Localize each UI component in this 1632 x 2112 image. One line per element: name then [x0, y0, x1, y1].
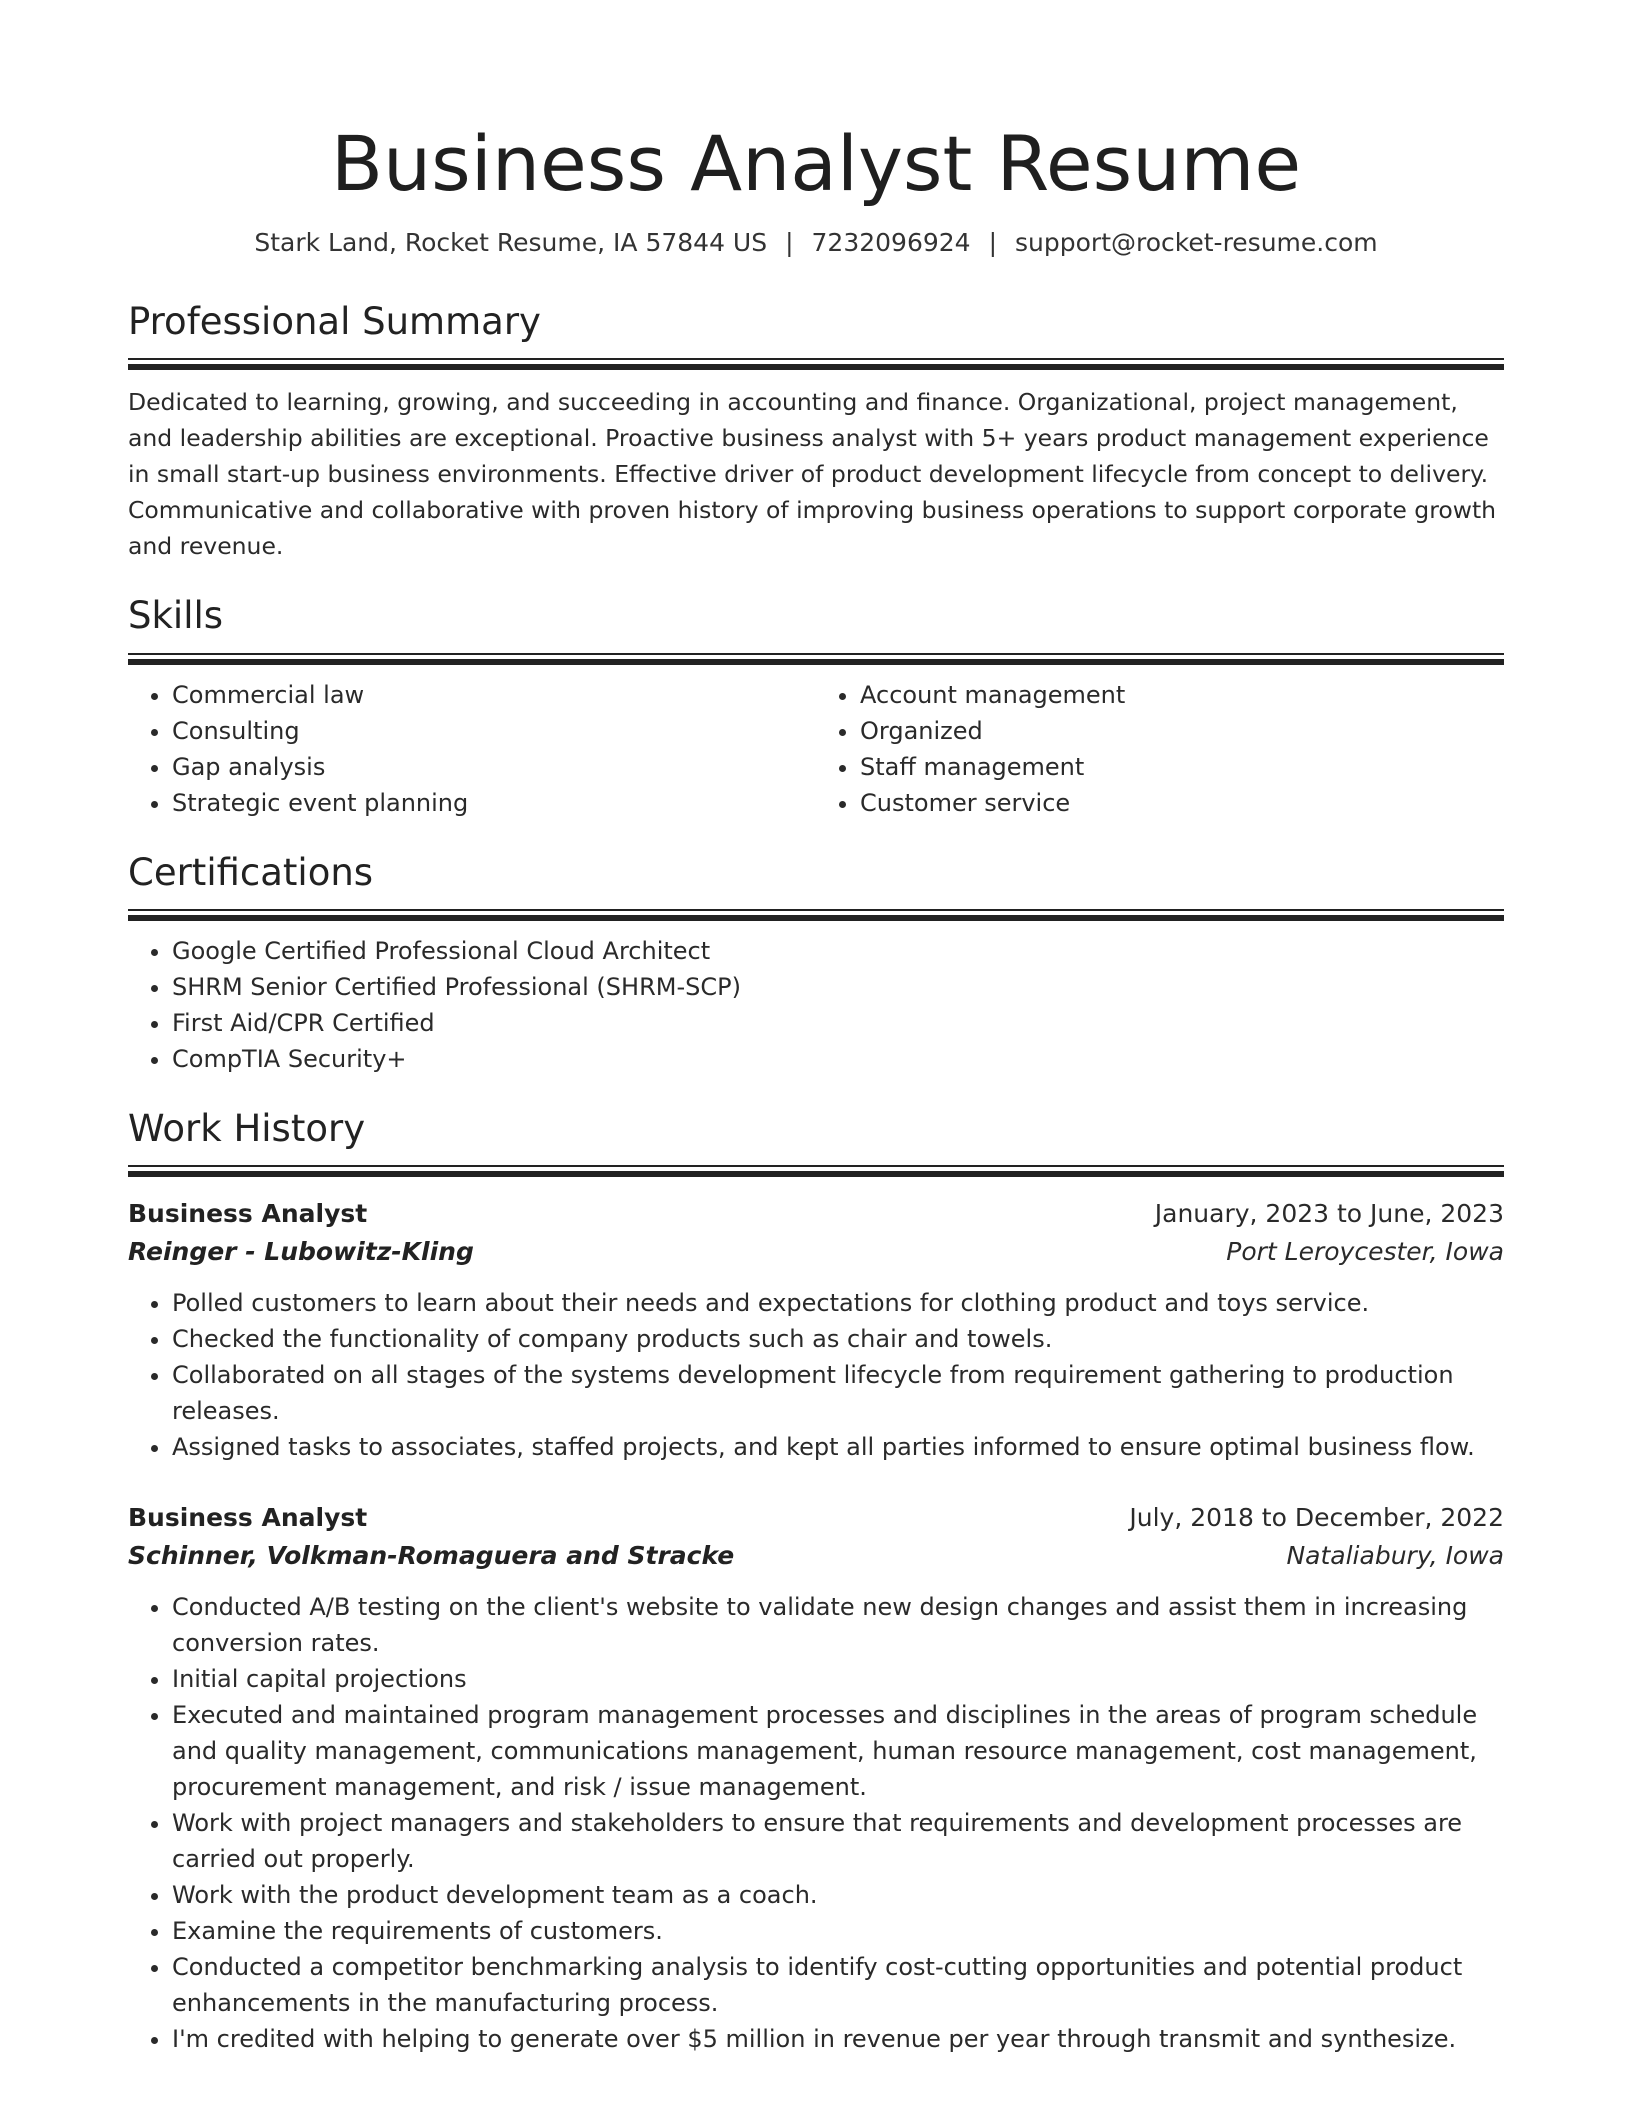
job-title: Business Analyst	[128, 1503, 368, 1533]
skill-item: • Commercial law	[172, 677, 816, 713]
job-entry	[128, 1499, 1504, 2057]
certifications-heading: Certifications	[128, 850, 374, 894]
skill-item: • Organized	[860, 713, 1504, 749]
contact-separator: |	[785, 228, 794, 258]
job-company: Schinner, Volkman-Romaguera and Stracke	[128, 1541, 735, 1571]
job-bullets	[128, 1589, 1504, 2057]
skills-list-left	[128, 677, 816, 821]
skill-item: • Strategic event planning	[172, 785, 816, 821]
skills-grid	[128, 665, 1504, 821]
summary-section	[128, 300, 1504, 564]
job-bullet: • Conducted a competitor benchmarking analysis to identify cost-cutting opportunities and potential product enhancements in the manufacturing process.	[172, 1949, 1504, 2021]
job-bullet: • I'm credited with helping to generate over $5 million in revenue per year through transmit and synthesize.	[172, 2021, 1504, 2057]
job-dates: January, 2023 to June, 2023	[1154, 1199, 1504, 1229]
work-section	[128, 1107, 1504, 2057]
skill-item: • Consulting	[172, 713, 816, 749]
contact-phone: 7232096924	[811, 228, 971, 258]
job-header-row	[128, 1195, 1504, 1233]
job-entry	[128, 1195, 1504, 1465]
job-company-row	[128, 1537, 1504, 1575]
skill-item: • Customer service	[860, 785, 1504, 821]
job-bullet: • Checked the functionality of company products such as chair and towels.	[172, 1321, 1504, 1357]
job-bullets	[128, 1285, 1504, 1465]
section-divider	[128, 909, 1504, 921]
certification-item: • First Aid/CPR Certified	[172, 1005, 1504, 1041]
section-divider	[128, 653, 1504, 665]
certification-item: • CompTIA Security+	[172, 1041, 1504, 1077]
skills-list-right	[816, 677, 1504, 821]
contact-line	[128, 227, 1504, 260]
job-header-row	[128, 1499, 1504, 1537]
certification-item: • Google Certified Professional Cloud Architect	[172, 933, 1504, 969]
contact-separator: |	[988, 228, 998, 258]
job-company: Reinger - Lubowitz-Kling	[128, 1237, 474, 1267]
job-bullet: • Executed and maintained program management processes and disciplines in the areas of program schedule and quality management, communications management, human resource management, cost management, procurement management, and risk / issue management.	[172, 1697, 1504, 1805]
job-company-row	[128, 1233, 1504, 1271]
section-divider	[128, 1165, 1504, 1177]
summary-text: Dedicated to learning, growing, and succeeding in accounting and finance. Organizational, project management, and leadership abilities are exceptional. Proactive business analyst with 5+ years product management experience in small start-up business environments. Effective driver of product development lifecycle from concept to delivery. Communicative and collaborative with proven history of improving business operations to support corporate growth and revenue.	[128, 388, 1497, 561]
contact-email: support@rocket-resume.com	[1015, 228, 1378, 258]
section-divider	[128, 358, 1504, 370]
skill-item: • Gap analysis	[172, 749, 816, 785]
skill-item: • Account management	[860, 677, 1504, 713]
skills-section	[128, 594, 1504, 820]
job-dates: July, 2018 to December, 2022	[1129, 1503, 1504, 1533]
job-location: Nataliabury, Iowa	[1286, 1541, 1504, 1571]
job-title: Business Analyst	[128, 1199, 368, 1229]
job-bullet: • Collaborated on all stages of the systems development lifecycle from requirement gathering to production releases.	[172, 1357, 1504, 1429]
certifications-section	[128, 851, 1504, 1077]
job-bullet: • Conducted A/B testing on the client's website to validate new design changes and assist them in increasing conversion rates.	[172, 1589, 1504, 1661]
job-bullet: • Assigned tasks to associates, staffed projects, and kept all parties informed to ensure optimal business flow.	[172, 1429, 1504, 1465]
work-heading: Work History	[128, 1107, 366, 1151]
skills-heading: Skills	[128, 594, 224, 638]
job-bullet: • Work with project managers and stakeholders to ensure that requirements and development processes are carried out properly.	[172, 1805, 1504, 1877]
certifications-list	[128, 933, 1504, 1077]
resume-title: Business Analyst Resume	[330, 119, 1302, 208]
certification-item: • SHRM Senior Certified Professional (SHRM-SCP)	[172, 969, 1504, 1005]
skill-item: • Staff management	[860, 749, 1504, 785]
job-bullet: • Initial capital projections	[172, 1661, 1504, 1697]
job-bullet: • Work with the product development team as a coach.	[172, 1877, 1504, 1913]
job-bullet: • Polled customers to learn about their needs and expectations for clothing product and toys service.	[172, 1285, 1504, 1321]
contact-address: Stark Land, Rocket Resume, IA 57844 US	[254, 228, 768, 258]
summary-heading: Professional Summary	[128, 299, 541, 343]
job-location: Port Leroycester, Iowa	[1226, 1237, 1504, 1267]
job-bullet: • Examine the requirements of customers.	[172, 1913, 1504, 1949]
